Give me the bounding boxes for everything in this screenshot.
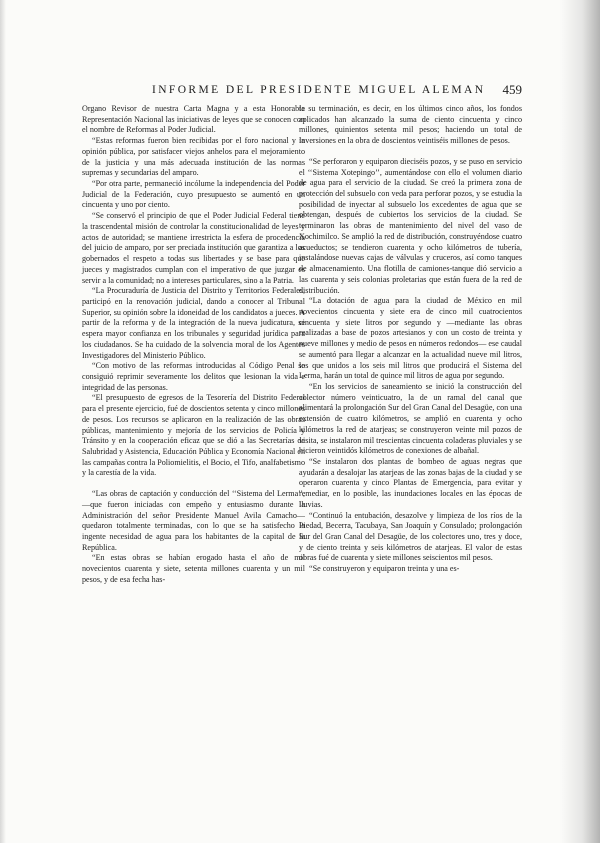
page-number: 459	[502, 82, 522, 97]
paragraph: “La dotación de agua para la ciudad de México en mil novecientos cincuenta y siete era de cinco mil cuatrocientos cincuenta y siete litros por segundo y —mediante las obras realizadas a base de pozos artesianos y con un costo de treinta y nueve millones y medio de pesos en números redondos— ese caudal se aumentó para llegar a alcanzar en la actualidad nueve mil litros, los que unidos a los seis mil litros que producirá el Sistema del Lerma, harán un total de quince mil litros de agua por segundo.	[299, 296, 522, 381]
paragraph: “Por otra parte, permaneció incólume la independencia del Poder Judicial de la Federación, cuyo presupuesto se aumentó en un cincuenta y uno por ciento.	[82, 179, 305, 210]
paragraph: “Continuó la entubación, desazolve y limpieza de los ríos de la Piedad, Becerra, Tacubaya, San Joaquín y Consulado; prolongación Sur del Gran Canal del Desagüe, de los colectores uno, tres y doce, y de ciento treinta y seis kilómetros de atarjeas. El valor de estas obras fué de cuarenta y siete millones seiscientos mil pesos.	[299, 510, 522, 563]
paragraph: “Con motivo de las reformas introducidas al Código Penal se consiguió reprimir severamente los delitos que lesionan la vida e integridad de las personas.	[82, 361, 305, 392]
paragraph: “Se construyeron y equiparon treinta y una es-	[309, 564, 460, 574]
paragraph: “Se instalaron dos plantas de bombeo de aguas negras que ayudarán a desalojar las atarjeas de las zonas bajas de la ciudad y se operaron cuarenta y cinco Plantas de Emergencia, para evitar y remediar, en lo posible, las inundaciones locales en las épocas de lluvias.	[299, 457, 522, 509]
paragraph: “En estas obras se habían erogado hasta el año de mil novecientos cuarenta y siete, setenta millones cuarenta y un mil pesos, y de esa fecha has-	[82, 553, 305, 584]
paragraph: “Las obras de captación y conducción del ‘‘Sistema del Lerma’’, —que fueron iniciadas con empeño y entusiasmo durante la Administración del señor Presidente Manuel Avila Camacho— quedaron totalmente terminadas, con lo que se ha satisfecho la ingente necesidad de agua para los habitantes de la capital de la República.	[82, 489, 305, 552]
running-header	[82, 82, 522, 102]
paragraph: “Estas reformas fueron bien recibidas por el foro nacional y la opinión pública, por satisfacer viejos anhelos para el mejoramiento de la justicia y una más adecuada institución de las normas supremas y secundarias del amparo.	[82, 136, 305, 178]
paragraph: “El presupuesto de egresos de la Tesorería del Distrito Federal para el presente ejercicio, fué de doscientos setenta y cinco millones de pesos. Los recursos se aplicaron en la realización de las obras públicas, mantenimiento y mejoría de los servicios de Policía y Tránsito y en la cooperación eficaz que se dió a las Secretarías de Salubridad y Asistencia, Educación Pública y Economía Nacional en las campañas contra la Poliomielitis, el Bocio, el Tifo, analfabetismo y la carestía de la vida.	[82, 393, 305, 478]
left-column	[82, 104, 305, 586]
paragraph: Organo Revisor de nuestra Carta Magna y a esta Honorable Representación Nacional las iniciativas de leyes que se conocen con el nombre de Reformas al Poder Judicial.	[82, 104, 305, 135]
paragraph: ta su terminación, es decir, en los últimos cinco años, los fondos aplicados han alcanzado la suma de ciento cincuenta y cinco millones, quinientos setenta mil pesos; haciendo un total de inversiones en la obra de doscientos veintiséis millones de pesos.	[299, 104, 522, 146]
paragraph: “En los servicios de saneamiento se inició la construcción del colector número veinticuatro, la de un ramal del canal que alimentará la prolongación Sur del Gran Canal del Desagüe, con una extensión de cuatro kilómetros, se amplió en cuarenta y ocho kilómetros la red de atarjeas; se construyeron veinte mil pozos de visita, se instalaron mil trescientas cincuenta coladeras pluviales y se hicieron veintidós kilómetros de conexiones de albañal.	[299, 381, 522, 456]
header-title: INFORME DEL PRESIDENTE MIGUEL ALEMAN	[152, 84, 486, 96]
paragraph: “La Procuraduría de Justicia del Distrito y Territorios Federales, participó en la renovación judicial, dando a conocer al Tribunal Superior, su opinión sobre la idoneidad de los candidatos a jueces. A partir de la reforma y de la integración de la nueva judicatura, se espera mayor confianza en los tribunales y seguridad jurídica para los ciudadanos. Se ha cuidado de la solvencia moral de los Agentes Investigadores del Ministerio Público.	[82, 286, 305, 360]
page-shadow-right	[560, 0, 600, 843]
paragraph: “Se conservó el principio de que el Poder Judicial Federal tiene la trascendental misión de controlar la constitucionalidad de leyes y actos de autoridad; se mantiene irrestricta la esfera de procedencia del juicio de amparo, por ser preciada institución que garantiza a los gobernados el respeto a todas sus libertades y se base para que jueces y magistrados cumplan con el imperativo de que juzgar es servir a la comunidad; no a intereses particulares, sino a la Patria.	[82, 211, 305, 285]
page-shadow-left	[0, 0, 6, 843]
right-column	[299, 104, 522, 575]
paragraph: “Se perforaron y equiparon dieciséis pozos, y se puso en servicio el ‘‘Sistema Xotepingo’’, aumentándose con ello el volumen diario de agua para el servicio de la ciudad. Se creó la primera zona de protección del subsuelo con veda para perforar pozos, y se estudia la posibilidad de inyectar al subsuelo los excedentes de agua que se obtengan, después de cubiertos los servicios de la ciudad. Se terminaron las obras de mantenimiento del nivel del vaso de Xochimilco. Se amplió la red de distribución, construyéndose cuatro acueductos; se tendieron cuarenta y ocho kilómetros de tubería, instalándose nuevas cajas de válvulas y cruceros, así como tanques de almacenamiento. Una flotilla de camiones-tanque dió servicio a las cuarenta y seis colonias proletarias que están fuera de la red de distribución.	[299, 156, 522, 295]
